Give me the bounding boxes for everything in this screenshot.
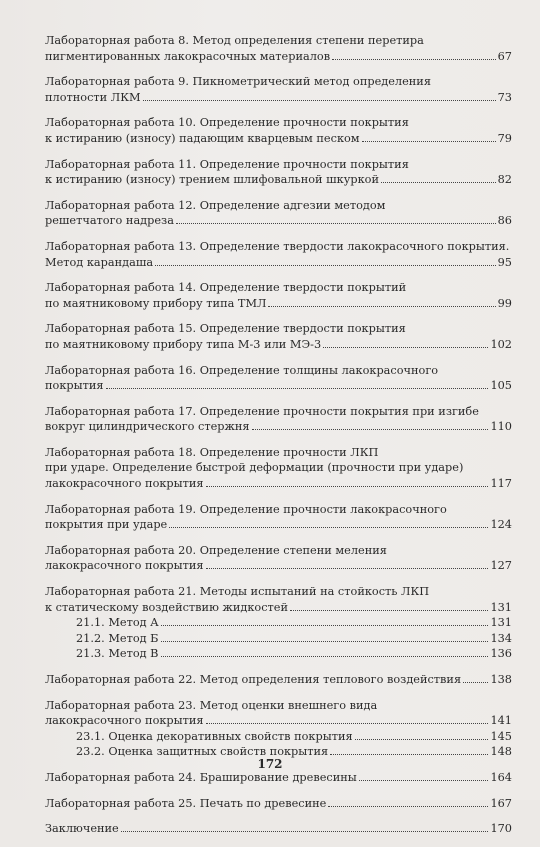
toc-entry-line [45, 33, 512, 49]
dot-leader [359, 780, 489, 781]
toc-entry-line [45, 558, 512, 574]
toc-entry[interactable] [45, 198, 512, 229]
dot-leader [206, 723, 489, 724]
toc-entry-line [45, 337, 512, 353]
toc-entry-text: Лабораторная работа 17. Определение прочности покрытия при изгибе [45, 404, 479, 418]
toc-page-number: 95 [497, 255, 512, 269]
toc-page-number: 99 [497, 296, 512, 310]
toc-entry-text: лакокрасочного покрытия [45, 477, 204, 491]
toc-entry-text: Лабораторная работа 18. Определение прочности ЛКП [45, 445, 379, 459]
dot-leader [323, 347, 488, 348]
toc-entry-text: Лабораторная работа 8. Метод определения степени перетира [45, 34, 424, 47]
toc-page-number: 79 [497, 131, 512, 145]
toc-subentry-label: 21.1. Метод А [76, 616, 159, 630]
toc-entry-text: Лабораторная работа 13. Определение твердости лакокрасочного покрытия. [45, 239, 510, 253]
toc-entry-text: Лабораторная работа 21. Методы испытаний на стойкость ЛКП [45, 585, 430, 599]
toc-entry-line [45, 672, 512, 688]
toc-entry-line [45, 255, 512, 271]
dot-leader [328, 806, 488, 807]
dot-leader [355, 739, 489, 740]
toc-entry-line [45, 321, 512, 337]
toc-entry-text: Заключение [45, 822, 119, 836]
toc-entry-line [45, 404, 512, 420]
toc-subentry-label: 21.3. Метод В [76, 647, 159, 661]
toc-entry[interactable] [45, 502, 512, 533]
toc-entry[interactable] [45, 157, 512, 188]
toc-entry[interactable] [45, 239, 512, 270]
toc-entry[interactable] [45, 770, 512, 786]
dot-leader [290, 610, 488, 611]
toc-subentry-page: 131 [490, 616, 512, 630]
toc-entry-text: Лабораторная работа 22. Метод определения теплового воздействия [45, 673, 462, 686]
toc-page-number: 141 [490, 714, 512, 728]
toc-page-number: 67 [497, 49, 512, 63]
toc-subentry-label: 21.2. Метод Б [76, 631, 159, 645]
toc-entry-text: плотности ЛКМ [45, 90, 141, 104]
table-of-contents [45, 33, 512, 847]
dot-leader [121, 831, 489, 832]
toc-entry[interactable] [45, 115, 512, 146]
toc-subentry-page: 136 [490, 647, 512, 661]
toc-subentry-label: 23.1. Оценка декоративных свойств покрытия [76, 729, 353, 743]
toc-entry-text: Лабораторная работа 11. Определение прочности покрытия [45, 157, 409, 171]
toc-entry[interactable] [45, 584, 512, 662]
toc-entry-line [45, 378, 512, 394]
toc-entry-line [45, 213, 512, 229]
toc-entry-text: покрытия [45, 379, 104, 393]
toc-entry-text: Лабораторная работа 16. Определение толщины лакокрасочного [45, 363, 439, 377]
toc-entry-line [45, 713, 512, 729]
toc-page-number: 105 [490, 379, 512, 393]
toc-entry-line [45, 821, 512, 837]
toc-subentry[interactable] [45, 729, 512, 745]
dot-leader [155, 265, 496, 266]
toc-page-number: 124 [490, 518, 512, 532]
toc-entry-line [45, 198, 512, 214]
dot-leader [381, 182, 496, 183]
toc-entry-text: Лабораторная работа 20. Определение степени меления [45, 543, 387, 557]
toc-page-number: 127 [490, 559, 512, 573]
dot-leader [206, 486, 489, 487]
toc-entry-text: при ударе. Определение быстрой деформации (прочности при ударе) [45, 461, 464, 475]
dot-leader [252, 429, 489, 430]
page-number: 172 [257, 757, 283, 771]
toc-entry-text: лакокрасочного покрытия [45, 714, 204, 728]
dot-leader [362, 141, 496, 142]
toc-entry[interactable] [45, 404, 512, 435]
toc-subentry-page: 148 [490, 745, 512, 759]
toc-entry-text: Лабораторная работа 25. Печать по древесине [45, 796, 327, 810]
toc-entry-text: Метод карандаша [45, 255, 154, 269]
toc-entry-text: лакокрасочного покрытия [45, 559, 204, 573]
toc-page-number: 138 [490, 673, 512, 686]
toc-entry-text: Лабораторная работа 9. Пикнометрический метод определения [45, 75, 431, 89]
toc-entry-line [45, 157, 512, 173]
toc-entry[interactable] [45, 796, 512, 812]
toc-entry-text: Лабораторная работа 24. Браширование древесины [45, 770, 357, 784]
toc-entry-text: пигментированных лакокрасочных материалов [45, 49, 331, 63]
toc-entry-line [45, 698, 512, 714]
toc-subentry[interactable] [45, 646, 512, 662]
dot-leader [268, 306, 495, 307]
toc-entry[interactable] [45, 445, 512, 492]
toc-page-number: 131 [490, 600, 512, 614]
toc-page-number: 110 [490, 420, 512, 434]
toc-entry-text: по маятниковому прибору типа ТМЛ [45, 296, 267, 310]
dot-leader [106, 388, 489, 389]
toc-entry-text: к истиранию (износу) падающим кварцевым песком [45, 131, 360, 145]
toc-subentry-page: 145 [490, 729, 512, 743]
toc-entry-line [45, 517, 512, 533]
toc-entry[interactable] [45, 33, 512, 64]
toc-entry-line [45, 543, 512, 559]
toc-entry-line [45, 600, 512, 616]
toc-entry-line [45, 363, 512, 379]
toc-entry-line [45, 90, 512, 106]
toc-entry-line [45, 280, 512, 296]
toc-entry-line [45, 770, 512, 786]
toc-page-number: 117 [490, 477, 512, 491]
toc-entry-text: Лабораторная работа 12. Определение адгезии методом [45, 198, 386, 212]
dot-leader [143, 100, 496, 101]
toc-entry-line [45, 49, 512, 65]
toc-page-number: 102 [490, 337, 512, 351]
toc-entry-line [45, 74, 512, 90]
toc-page-number: 86 [497, 214, 512, 228]
toc-subentry-label: 23.2. Оценка защитных свойств покрытия [76, 745, 329, 759]
toc-entry-line [45, 172, 512, 188]
toc-page-number: 82 [497, 173, 512, 187]
toc-entry-text: покрытия при ударе [45, 518, 168, 532]
toc-entry[interactable] [45, 363, 512, 394]
toc-entry-line [45, 502, 512, 518]
toc-page-number: 167 [490, 796, 512, 810]
toc-entry[interactable] [45, 321, 512, 352]
toc-subentry[interactable] [45, 615, 512, 631]
toc-entry-text: Лабораторная работа 19. Определение прочности лакокрасочного [45, 502, 447, 516]
toc-subentry[interactable] [45, 631, 512, 647]
toc-entry-text: Лабораторная работа 14. Определение твердости покрытий [45, 281, 407, 295]
toc-entry[interactable] [45, 821, 512, 837]
dot-leader [463, 682, 488, 683]
dot-leader [161, 641, 489, 642]
toc-entry[interactable] [45, 698, 512, 760]
toc-entry-line [45, 584, 512, 600]
toc-page-number: 73 [497, 90, 512, 104]
dot-leader [161, 625, 489, 626]
toc-entry[interactable] [45, 543, 512, 574]
dot-leader [330, 754, 488, 755]
toc-entry-line [45, 796, 512, 812]
toc-page-number: 170 [490, 822, 512, 836]
dot-leader [206, 568, 489, 569]
toc-subentry-page: 134 [490, 631, 512, 645]
toc-entry-text: вокруг цилиндрического стержня [45, 420, 250, 434]
dot-leader [176, 223, 496, 224]
toc-entry-text: Лабораторная работа 23. Метод оценки внешнего вида [45, 698, 378, 712]
toc-entry-text: Лабораторная работа 15. Определение твердости покрытия [45, 322, 406, 336]
toc-entry-line [45, 131, 512, 147]
toc-entry[interactable] [45, 672, 512, 688]
toc-page-number: 164 [490, 770, 512, 784]
toc-entry-text: решетчатого надреза [45, 214, 174, 228]
toc-entry-line [45, 419, 512, 435]
toc-entry-line [45, 445, 512, 461]
toc-entry-line [45, 115, 512, 131]
toc-entry-line [45, 476, 512, 492]
dot-leader [332, 59, 496, 60]
toc-entry-text: к истиранию (износу) трением шлифовальной шкуркой [45, 173, 379, 187]
toc-entry-text: к статическому воздействию жидкостей [45, 600, 289, 614]
toc-entry[interactable] [45, 280, 512, 311]
toc-entry-line [45, 239, 512, 255]
dot-leader [169, 527, 488, 528]
toc-entry-line [45, 460, 512, 476]
dot-leader [161, 656, 489, 657]
toc-entry-text: Лабораторная работа 10. Определение прочности покрытия [45, 116, 409, 130]
toc-entry[interactable] [45, 74, 512, 105]
toc-entry-line [45, 296, 512, 312]
toc-entry-text: по маятниковому прибору типа М-3 или МЭ-3 [45, 337, 322, 351]
